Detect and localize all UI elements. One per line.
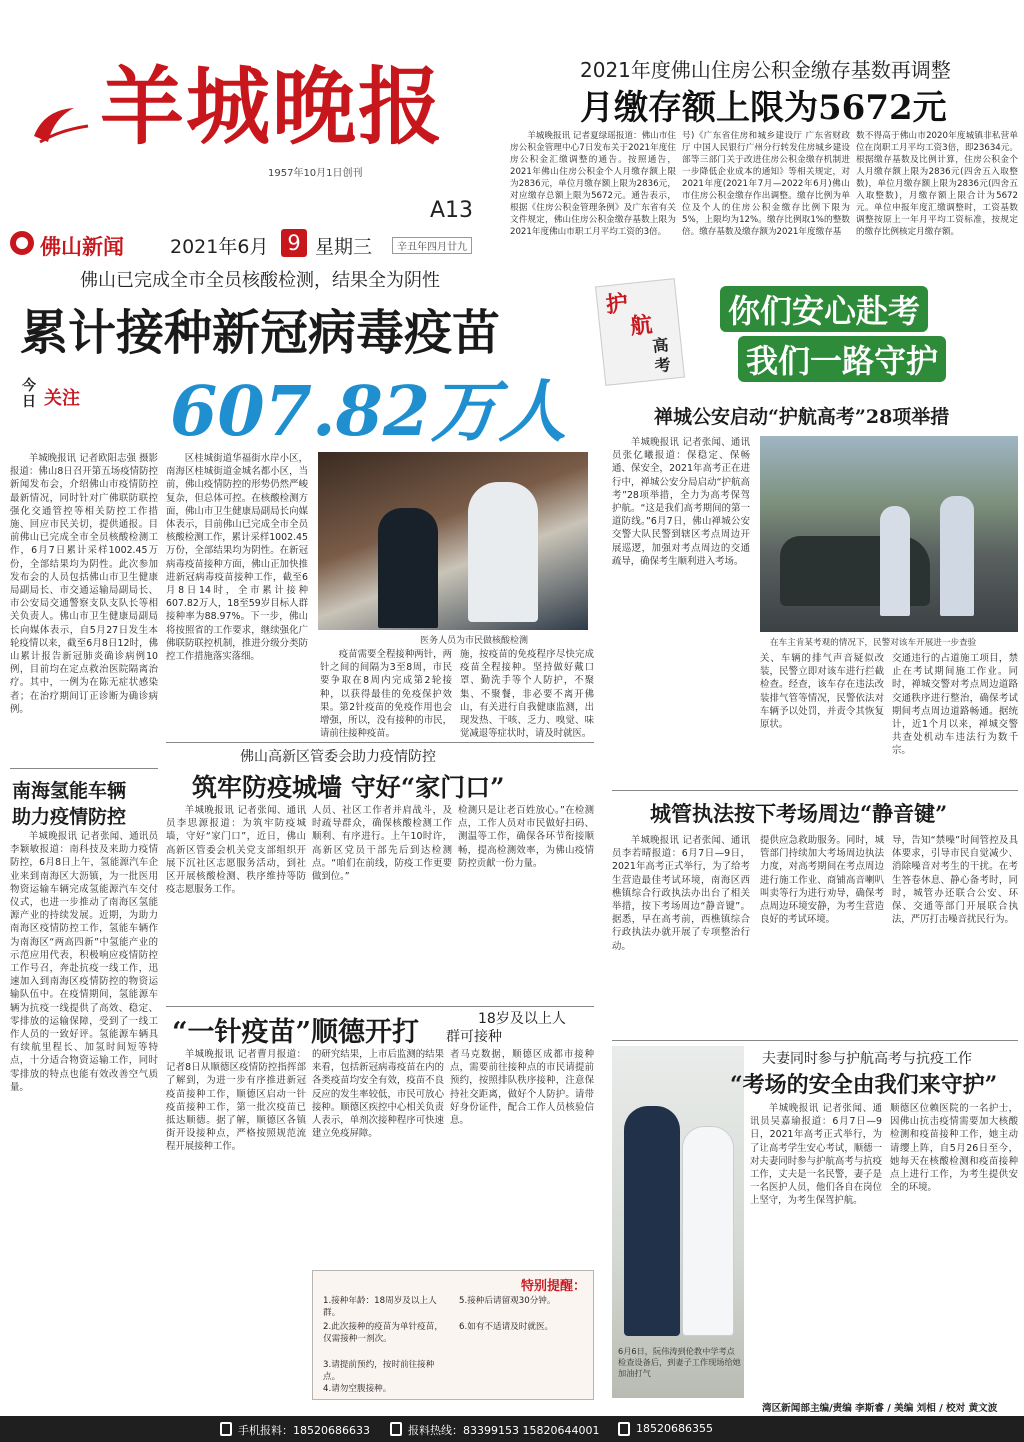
lead-tag-a: 今日 [22,378,36,410]
hld-headline: 筑牢防疫城墙 守好“家门口” [192,773,505,802]
medical-worker-figure [468,482,538,622]
gaokao-col-2: 关、车辆的排气声音疑似改装，民警立即对该车进行拦截检查。经查，该车存在违法改装排气管等情况，民警依法对车辆予以处罚，并责令其恢复原状。 [760,653,884,731]
couple-photo [612,1046,744,1398]
lead-tag-b: 关注 [44,388,80,409]
notice-item: 5.接种后请留观30分钟。 [459,1296,556,1306]
top-story-col-2: 号)《广东省住房和城乡建设厅 广东省财政厅 中国人民银行广州分行转发住房城乡建设部等三部门关于改进住房公积金缴存机制进一步降低企业成本的通知》等相关规定，对2021年度(2021年7月—2022年6月)佛山市住房公积金缴存作出调整。缴存比例为单位及个人的住房公积金缴存比例下限为5%，上限均为12%。缴存比例取1%的整数倍。缴存基数及缴存额为2021年度缴存基 [682,131,850,237]
hld-kicker: 佛山高新区管委会助力疫情防控 [240,749,436,765]
quiet-col-3: 导，告知“禁噪”时间管控及具体要求，引导市民自觉减少、消除噪音对考生的干扰。在考生答卷休息、静心备考时，同时，城管办还联合公安、环保、交通等部门开展联合执法，严厉打击噪音扰民行为。 [892,835,1018,926]
divider [166,742,594,743]
top-story-kicker: 2021年度佛山住房公积金缴存基数再调整 [580,58,951,82]
hydrogen-headline-2: 助力疫情防控 [12,806,127,828]
editor-credits: 湾区新闻部主编/责编 李斯睿 / 美编 刘相 / 校对 黄文波 [762,1403,998,1414]
gaokao-body: 羊城晚报讯 记者张闻、通讯员张亿曦报道：保稳定、保畅通、保安全，2021年高考正在进行中，禅城公安分局启动“护航高考”28项举措，全力为高考保驾护航。“这是我们高考期间的第一道防线。”6月7日，佛山禅城公安交警大队民警到辖区考点周边开展巡逻，加强对考点周边的交通疏导，确保考生顺利进入考场。 [612,437,750,567]
lead-photo-caption: 医务人员为市民做核酸检测 [420,636,529,646]
gaokao-stamp-char: 航 [629,311,654,340]
date-prefix: 2021年6月 [170,236,269,258]
hld-col-2: 人员、社区工作者并肩战斗，及时疏导群众，确保核酸检测工作顺利、有序进行。上午10时许，高新区党员干部先后到达检测点。“咱们在前线，防疫工作更要做到位。” [312,805,452,883]
logo-text: 羊城晚报 [100,57,445,156]
lead-photo [318,452,588,630]
hydrogen-body: 羊城晚报讯 记者张闻、通讯员李颖敏报道：南科技及来助力疫情防控，6月8日上午，氢能源汽车企业来到南海区大沥镇，为一批医用物资运输车辆完成氢能源汽车交付仪式，也进一步推动了南海区氢能源产业的持续发展。近期，为助力南海区疫情防控工作，氢能车辆作为南海区“两高四新”中氢能产业的示范应用代表，积极响应疫情防控工作号召，奔赴抗疫一线工作，迅速加入到南海区疫情防控的物资运输队伍中。在疫情期间，氢能源车辆为抗疫一线提供了高效、稳定、零排放的运输保障，受到了一线工作人员的一致好评。氢能源车辆具有续航里程长、加氢时间短等特点，十分适合物资运输工作，同时零排放的特点也能有效改善空气质量。 [10,831,158,1093]
notice-item: 1.接种年龄：18周岁及以上人群。 [323,1296,437,1318]
couple-headline: “考场的安全由我们来守护” [730,1072,998,1098]
lead-col-2: 区桂城街道华福街水岸小区，南海区桂城街道金城名都小区，当前，佛山疫情防控的形势仍然严峻复杂，但总体可控。在核酸检测方面，佛山市卫生健康局副局长向媒体表示，目前佛山已完成全市全员核酸检测工作，累计采样1002.45万份，全部结果均为阴性。在新冠病毒疫苗接种方面，佛山正加快推进新冠病毒疫苗接种工作，截至6月8日14时，全市累计接种607.82万人，18至59岁目标人群接种率为88.97%。下一步，佛山将按照省的工作要求，继续强化广佛联防联控机制，推进分级分类防控工作措施落实落细。 [166,453,308,663]
lead-story [0,262,600,742]
gaokao-stamp-char: 护 [604,290,630,319]
date-day-badge: 9 [281,229,307,257]
divider [612,790,1018,791]
divider [166,1006,594,1007]
shunde-headline: “一针疫苗”顺德开打 [172,1017,420,1048]
nurse-figure [682,1126,734,1336]
gaokao-photo [760,436,1018,632]
lead-headline: 累计接种新冠病毒疫苗 [20,305,501,361]
couple-col-1: 羊城晚报讯 记者张闻、通讯员吴嘉瑜报道：6月7日—9日，2021年高考正式举行，为了让高考学生安心考试，顺德一对夫妻同时参与护航高考与抗疫工作，丈夫是一名民警，妻子是一名医护人员，他们各自在岗位上坚守，为考生保驾护航。 [750,1103,882,1207]
lead-col-1: 羊城晚报讯 记者欧阳志强 摄影报道：佛山8日召开第五场疫情防控新闻发布会，介绍佛山市疫情防控最新情况，同时针对广佛联防联控强化交通管控等相关防控工作措施、回应市民关切，提供通报。目前佛山已完成全市全员核酸检测工作，6月7日累计采样1002.45万份，全部结果均为阴性。此次参加发布会的人员包括佛山市卫生健康局副局长、市交通运输局副局长、市公安局交通警察支队支队长等相关负责人。佛山市卫生健康局副局长向媒体表示，自5月27日发生本轮疫情以来，截至6月8日12时，佛山累计报告新冠肺炎确诊病例10例，目前均在定点救治医院隔离治疗。其中，一例为在陈无症状感染者；在治疗期间订正诊断为确诊病例。 [10,453,158,715]
divider [10,768,158,769]
notice-box [312,1270,594,1400]
gaokao-banner-line-1: 你们安心赴考 [720,286,928,332]
notice-item: 2.此次接种的疫苗为单针疫苗，仅需接种一剂次。 [323,1322,443,1344]
shunde-sub-2: 群可接种 [446,1029,502,1045]
hld-col-1: 羊城晚报讯 记者张闻、通讯员李思源报道：为筑牢防疫城墙，守好“家门口”，近日，佛山高新区管委会机关党支部组织开展下沉社区志愿服务活动，到社区开展核酸检测、秩序维持等防疫志愿服务工作。 [166,805,306,896]
footer-hotline-c: 18520686355 [636,1422,713,1435]
section-emblem-icon [8,230,36,256]
citizen-figure [378,508,438,628]
lead-col-4: 施，按疫苗的免疫程序尽快完成疫苗全程接种。坚持做好戴口罩、勤洗手等个人防护，不聚集、不聚餐，非必要不离开佛山，有关进行自我健康监测，出现发热、干咳、乏力、嗅觉、味觉减退等症状时，请及时就医。 [460,649,594,740]
footer-bar [0,1416,1024,1442]
gaokao-stamp-char: 考 [653,355,672,376]
gaokao-banner [600,262,1024,392]
hld-col-3: 检测只是让老百姓放心。”在检测点，工作人员对市民做好扫码、测温等工作，确保各环节衔接顺畅，提高检测效率，为佛山疫情防控贡献一份力量。 [458,805,594,869]
officer-figure [880,506,910,616]
notice-title: 特别提醒： [521,1279,587,1294]
founded-date: 1957年10月1日创刊 [268,168,363,179]
page-number: A13 [430,198,474,223]
date-weekday: 星期三 [315,236,373,258]
shunde-col-1: 羊城晚报讯 记者曹月报道：记者8日从顺德区疫情防控指挥部了解到，为进一步有序推进新冠疫苗接种工作，顺德区启动一针疫苗接种工作，第一批次疫苗已抵达顺德。据了解，顺德区各镇街开设接种点，严格按照规范流程开展接种工作。 [166,1049,306,1153]
lead-figure: 607.82万人 [170,372,567,452]
lead-kicker: 佛山已完成全市全员核酸检测，结果全为阴性 [80,270,440,291]
gaokao-photo-caption: 在车主肯某考观的情况下，民警对该车开展进一步查验 [770,638,977,648]
top-story-headline: 月缴存额上限为5672元 [580,88,947,128]
masthead [0,0,1024,237]
section-bar [0,228,1024,258]
shunde-col-3: 者马克数据，顺德区成都市接种点，需要前往接种点的市民请提前预约，按照排队秩序接种，注意保持社交距离，做好个人防护。请带好身份证件，配合工作人员核验信息。 [450,1049,594,1127]
shunde-col-2: 的研究结果，上市后监测的结果来看，包括新冠病毒疫苗在内的各类疫苗均安全有效，疫苗不良反应的发生率较低，市民可放心接种。顺德区疾控中心相关负责人表示，单剂次接种程序可快速建立免疫屏障。 [312,1049,444,1140]
gaokao-headline: 禅城公安启动“护航高考”28项举措 [654,406,950,428]
top-story-col-1: 羊城晚报讯 记者夏绿瑶报道：佛山市住房公积金管理中心7日发布关于2021年度住房公积金汇缴调整的通告。按照通告，2021年佛山住房公积金个人月缴存额上限为2836元，单位月缴存额上限为2836元，对应缴存总额上限为5672元。通告表示，根据《住房公积金管理条例》及广东省有关文件规定，佛山住房公积金缴存基数上限为2021年度佛山市职工月平均工资的3倍。 [510,131,677,237]
quiet-col-2: 提供应急救助服务。同时，城管部门持续加大考场周边执法力度，对高考期间在考点周边进行施工作业、商铺高音喇叭叫卖等行为进行劝导，确保考点周边环境安静，为考生营造良好的考试环境。 [760,835,884,926]
divider [612,1040,1018,1041]
phone-icon [220,1422,232,1436]
logo-swirl-icon [26,100,96,150]
gaokao-stamp-char: 高 [651,335,670,356]
phone-icon [618,1422,630,1436]
police-figure [624,1106,680,1336]
lead-tag [22,370,92,420]
couple-col-2: 顺德区位赖医院的一名护士，因佛山抗击疫情需要加大核酸检测和疫苗接种工作，她主动请缨上阵，自5月26日至今，她每天在核酸检测和疫苗接种点上进行工作，为考生提供安全的环境。 [890,1103,1018,1194]
footer-hotline-a: 手机报料：18520686633 [238,1424,370,1437]
lead-col-3: 疫苗需要全程接种两针，两针之间的间隔为3至8周，市民要争取在8周内完成第2轮接种，以获得最佳的免疫保护效果。第2针疫苗的免疫作用也会增强，所以，没有接种的市民，请前往接种疫苗。 [320,649,452,740]
notice-item: 3.请提前预约，按时前往接种点。 [323,1360,435,1382]
officer-figure [940,496,974,616]
quiet-col-1: 羊城晚报讯 记者张闻、通讯员李若晴报道：6月7日—9日，2021年高考正式举行，为了给考生营造最佳考试环境，南海区西樵镇综合行政执法办出台了相关举措，按下考场周边“静音键”。据悉，早在高考前，西樵镇综合行政执法办就开展了专项整治行动。 [612,835,750,952]
quiet-headline: 城管执法按下考场周边“静音键” [650,801,948,826]
lunar-date: 辛丑年四月廿九 [392,237,472,254]
gaokao-col-3: 交通违行的占道施工项目，禁止在考试期间施工作业。同时，禅城交警对考点周边道路交通秩序进行整治，确保考试期间考点周边道路畅通。据统计，近1个月以来，禅城交警共查处机动车违法行为数千宗。 [892,653,1018,757]
footer-hotline-b: 报料热线：83399153 15820644001 [408,1424,600,1437]
couple-photo-caption: 6月6日，阮伟涛到伦教中学考点检查设备后，到妻子工作现场给她加油打气 [618,1346,741,1378]
notice-item: 4.请勿空腹接种。 [323,1384,392,1394]
gaokao-stamp [595,278,685,386]
top-story-col-3: 数不得高于佛山市2020年度城镇非私营单位在岗职工月平均工资3倍，即23634元。根据缴存基数及比例计算，住房公积金个人月缴存额上限为2836元(四舍五入取整数)，单位月缴存额上限为2836元(四舍五入取整数)，月缴存额上限合计为5672元。单位申报年度汇缴调整时，工资基数调整按原上一年月平均工资标准，按规定的缴存比例核定月缴存额。 [856,131,1018,237]
notice-item: 6.如有不适请及时就医。 [459,1322,554,1332]
section-name: 佛山新闻 [40,234,124,259]
shunde-sub-1: 18岁及以上人 [478,1011,566,1027]
hydrogen-headline-1: 南海氢能车辆 [12,780,127,802]
couple-kicker: 夫妻同时参与护航高考与抗疫工作 [762,1051,972,1067]
gaokao-banner-line-2: 我们一路守护 [738,336,946,382]
phone-icon [390,1422,402,1436]
